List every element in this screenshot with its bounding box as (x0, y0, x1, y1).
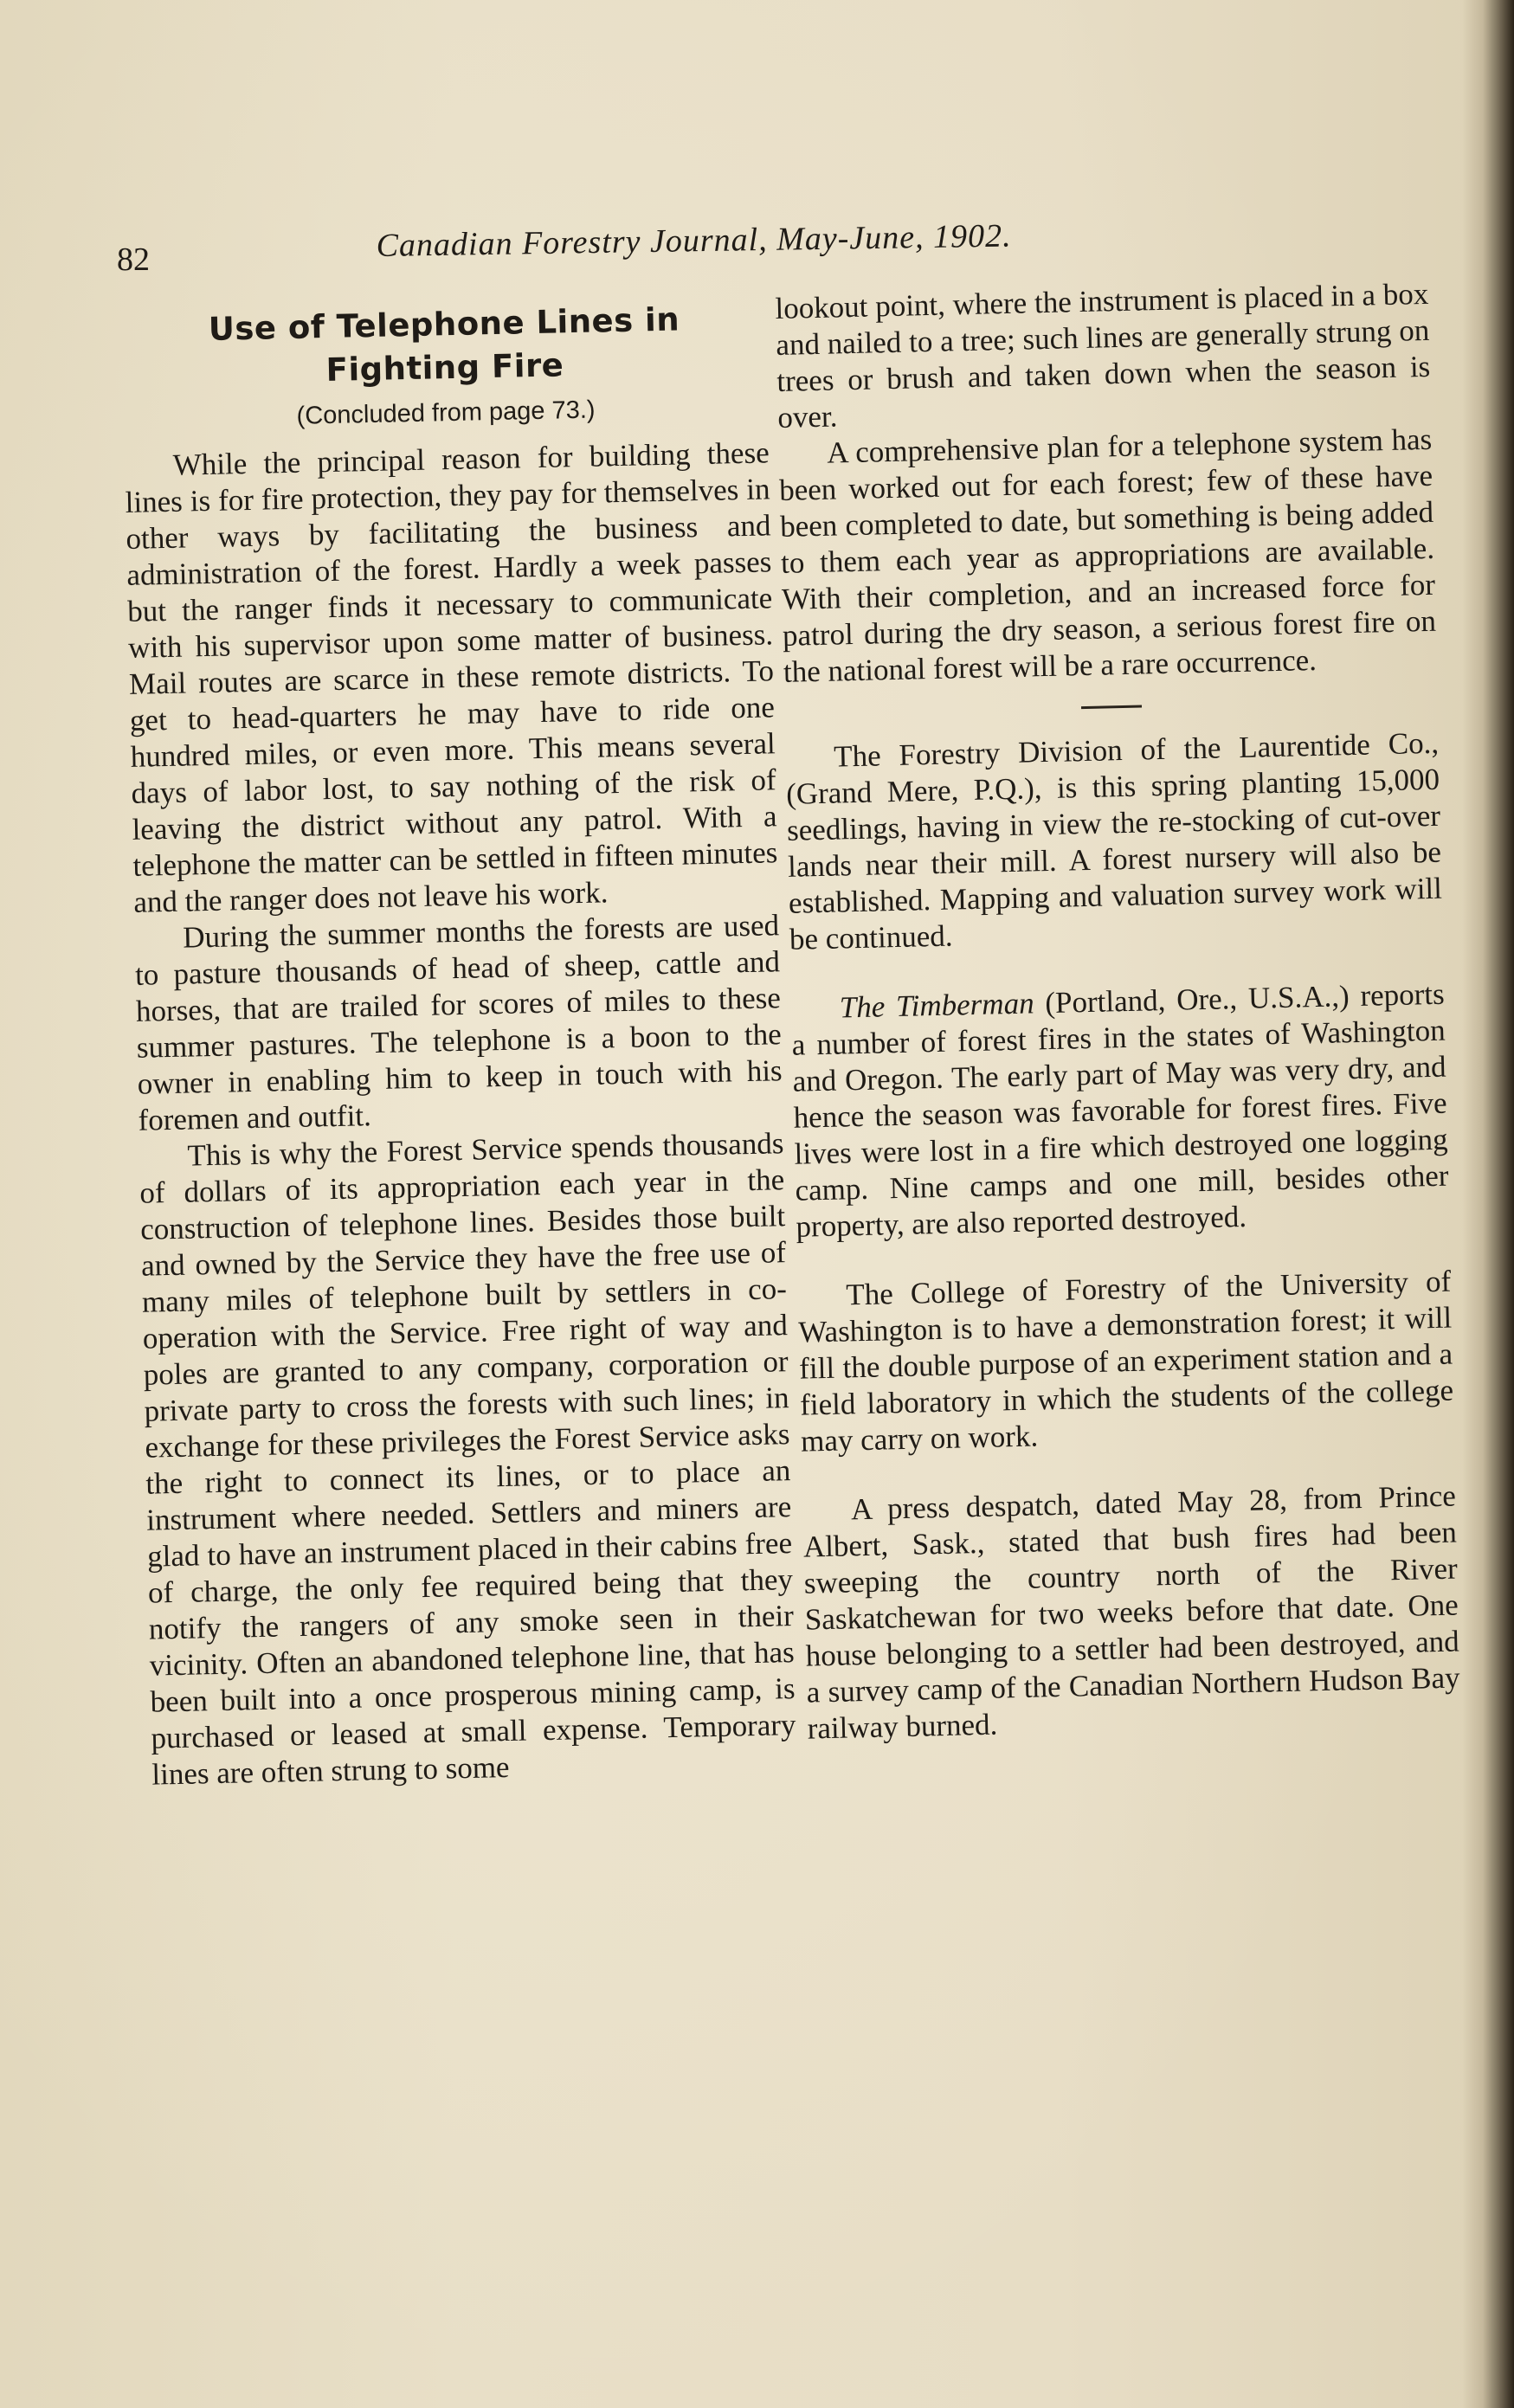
note-timberman-text: (Portland, Ore., U.S.A.,) reports a number of forest fires in the states of Washington and Oregon. The early part of May was very dry, and hence the season was favorable for forest fires. Five lives were lost in a fire which destroyed one logging camp. Nine camps and one mill, besides other property, are also reported destroyed. (791, 976, 1449, 1244)
note-college-forestry: The College of Forestry of the University of Washington is to have a demonstration forest; it will fill the double purpose of an experiment station and a field laboratory in which the students of the college may carry on work. (797, 1264, 1454, 1458)
article-paragraph-1: While the principal reason for building these lines is for fire protection, they pay for themselves in other ways by facilitating the business and administration of the forest. Hardly a week passes but the ranger finds it necessary to communicate with his supervisor upon some matter of business. Mail routes are scarce in these remote districts. To get to head-quarters he may have to ride one hundred miles, or even more. This means several days of labor lost, to say nothing of the risk of leaving the district without any patrol. With a telephone the matter can be settled in fifteen minutes and the ranger does not leave his work. (125, 435, 778, 919)
page-number: 82 (117, 241, 150, 278)
note-laurentide: The Forestry Division of the Laurentide Co., (Grand Mere, P.Q.), is this spring planting 15,000 seedlings, having in view the re-stocking of cut-over lands near their mill. A forest nursery will also be established. Mapping and valuation survey work will be continued. (785, 725, 1443, 956)
running-title: Canadian Forestry Journal, May-June, 1902. (376, 217, 1012, 265)
note-press-despatch: A press despatch, dated May 28, from Prince Albert, Sask., stated that bush fires had been sweeping the country north of the River Saskatchewan for two weeks before that date. One house belonging to a settler had been destroyed, and a survey camp of the Canadian Northern Hudson Bay railway burned. (802, 1478, 1460, 1746)
article-paragraph-4: lookout point, where the instrument is placed in a box and nailed to a tree; such lines are generally strung on trees or brush and taken down when the season is over. (775, 276, 1431, 435)
article-paragraph-2: During the summer months the forests are used to pasture thousands of head of sheep, cattle and horses, that are trailed for scores of miles to these summer pastures. The telephone is a boon to the owner in enabling him to keep in touch with his foremen and outfit. (134, 908, 783, 1137)
continuation-note: (Concluded from page 73.) (296, 396, 596, 430)
article-title (121, 296, 768, 396)
publication-name: The Timberman (839, 986, 1035, 1025)
article-paragraph-5: A comprehensive plan for a telephone system has been worked out for each forest; few of these have been completed to date, but something is being added to them each year as appropriations are available. With their completion, and an increased force for patrol during the dry season, a serious forest fire on the national forest will be a rare occurrence. (778, 422, 1437, 689)
left-column (121, 296, 797, 1793)
page-header (117, 217, 1138, 287)
section-divider (1080, 705, 1141, 710)
article-paragraph-3: This is why the Forest Service spends thousands of dollars of its appropriation each year in the construction of telephone lines. Besides those built and owned by the Service they have the free use of many miles of telephone built by settlers in co-operation with the Service. Free right of way and poles are granted to any company, corporation or private party to cross the forests with such lines; in exchange for these privileges the Forest Service asks the right to connect its lines, or to place an instrument where needed. Settlers and miners are glad to have an instrument placed in their cabins free of charge, the only fee required being that they notify the rangers of any smoke seen in their vicinity. Often an abandoned telephone line, that has been built into a once prosperous mining camp, is purchased or leased at small expense. Temporary lines are often strung to some (139, 1126, 796, 1792)
right-column (775, 276, 1461, 1748)
note-timberman (790, 976, 1449, 1246)
article-title-line-1: Use of Telephone Lines in (208, 300, 680, 348)
book-binding-shadow (1462, 0, 1514, 2408)
article-title-line-2: Fighting Fire (325, 346, 564, 390)
